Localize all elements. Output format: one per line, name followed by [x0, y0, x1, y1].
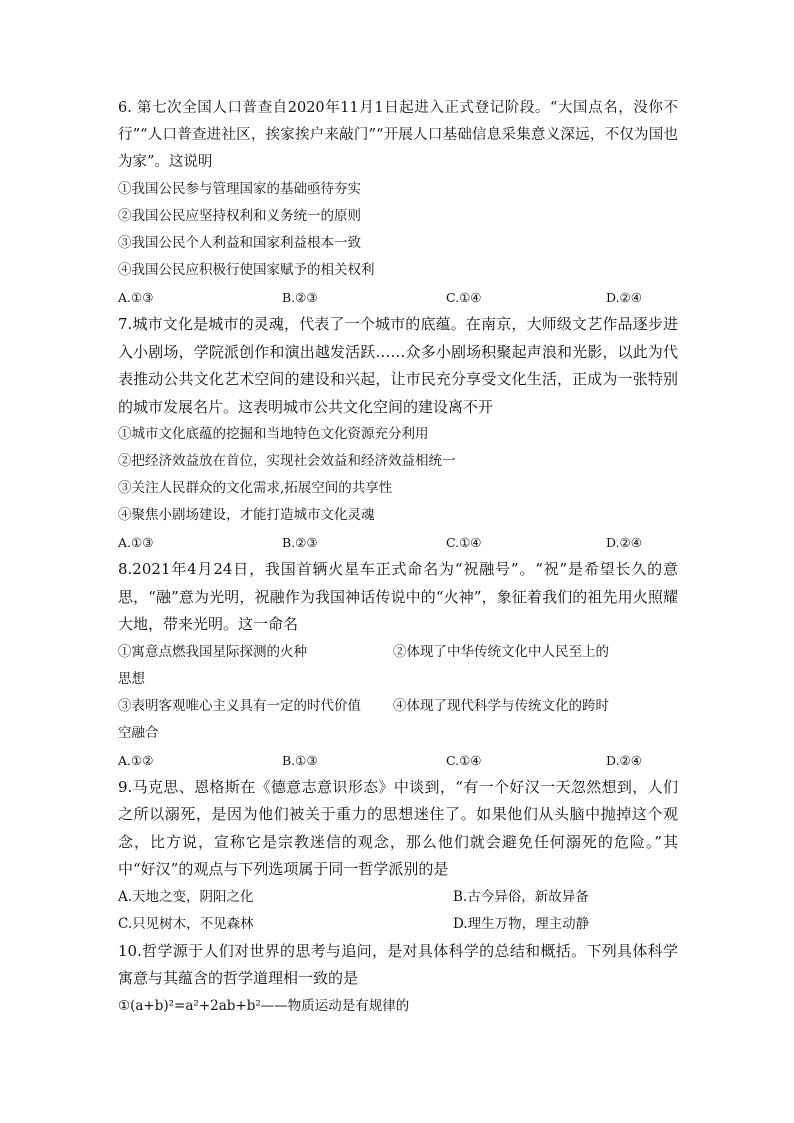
question-10 [118, 938, 678, 1020]
question-7-answer-c: C.①④ [446, 535, 482, 550]
question-10-stem: 10.哲学源于人们对世界的思考与追问，是对具体科学的总结和概括。下列具体科学寓意与其蕴含的哲学道理相一致的是 [118, 941, 678, 987]
question-9 [118, 774, 678, 938]
question-8-options-row-1 [118, 639, 678, 666]
question-8-option-1: ①寓意点燃我国星际探测的火种 [118, 643, 307, 660]
question-6-answer-c: C.①④ [446, 290, 482, 305]
question-6-option-2: ②我国公民应坚持权利和义务统一的原则 [118, 208, 361, 224]
question-8-answer-c: C.①④ [446, 752, 482, 768]
question-8-answer-d: D.②④ [606, 752, 642, 768]
question-9-options-row-1 [118, 884, 678, 911]
question-6-answer-b: B.②③ [282, 290, 318, 305]
question-6-answer-d: D.②④ [606, 290, 642, 305]
exam-page [118, 95, 678, 1020]
question-6-answers [118, 284, 678, 311]
question-9-option-b: B.古今异俗，新故异备 [453, 888, 589, 905]
question-8 [118, 556, 678, 774]
question-6-option-4: ④我国公民应积极行使国家赋予的相关权利 [118, 262, 375, 278]
question-8-option-3: ③表明客观唯心主义具有一定的时代价值 [118, 697, 361, 714]
question-7-option-3: ③关注人民群众的文化需求,拓展空间的共享性 [118, 480, 393, 496]
question-8-option-4-cont: 空融合 [118, 724, 159, 741]
question-6-stem: 6. 第七次全国人口普查自2020年11月1日起进入正式登记阶段。“大国点名，没你不行”“人口普查进社区，挨家挨户来敲门”“开展人口基础信息采集意义深远，不仅为国也为家”。这说明 [118, 100, 678, 170]
question-6-option-3: ③我国公民个人利益和国家利益根本一致 [118, 235, 361, 251]
question-7-stem: 7.城市文化是城市的灵魂，代表了一个城市的底蕴。在南京，大师级文艺作品逐步进入小剧场，学院派创作和演出越发活跃……众多小剧场积聚起声浪和光影，以此为代表推动公共文化艺术空间的建设和兴起，让市民充分享受文化生活，正成为一张特别的城市发展名片。这表明城市公共文化空间的建设离不开 [118, 315, 678, 416]
question-7-answers [118, 529, 678, 556]
question-9-option-a: A.天地之变，阴阳之化 [118, 888, 254, 905]
question-9-option-c: C.只见树木，不见森林 [118, 915, 254, 932]
question-9-options-row-2 [118, 911, 678, 938]
question-8-option-2-cont: 思想 [118, 670, 145, 687]
question-7-answer-d: D.②④ [606, 535, 642, 550]
question-7-answer-b: B.②③ [282, 535, 318, 550]
question-8-answer-b: B.①③ [282, 752, 318, 768]
question-7-answer-a: A.①③ [118, 535, 154, 550]
question-8-option-2: ②体现了中华传统文化中人民至上的 [393, 643, 609, 660]
question-6-answer-a: A.①③ [118, 290, 154, 305]
question-7-option-4: ④聚焦小剧场建设，才能打造城市文化灵魂 [118, 507, 375, 523]
question-7 [118, 311, 678, 556]
question-8-stem: 8.2021年4月24日，我国首辆火星车正式命名为“祝融号”。“祝”是希望长久的意思，“融”意为光明，祝融作为我国神话传说中的“火神”，象征着我们的祖先用火照耀大地，带来光明。这一命名 [118, 560, 678, 633]
question-10-option-1: ①(a+b)²=a²+2ab+b²——物质运动是有规律的 [118, 997, 410, 1014]
question-8-answer-a: A.①② [118, 752, 154, 768]
question-9-option-d: D.理生万物，理主动静 [453, 915, 590, 932]
question-8-options-row-2 [118, 693, 678, 720]
question-7-option-2: ②把经济效益放在首位，实现社会效益和经济效益相统一 [118, 453, 456, 469]
question-8-option-4: ④体现了现代科学与传统文化的跨时 [393, 697, 609, 714]
question-6-option-1: ①我国公民参与管理国家的基础亟待夯实 [118, 181, 361, 197]
question-8-answers [118, 747, 678, 774]
question-6 [118, 95, 678, 311]
question-9-stem: 9.马克思、恩格斯在《德意志意识形态》中谈到，“有一个好汉一天忽然想到，人们之所以溺死，是因为他们被关于重力的思想迷住了。如果他们从头脑中抛掉这个观念，比方说，宣称它是宗教迷信的观念，那么他们就会避免任何溺死的危险。”其中“好汉”的观点与下列选项属于同一哲学派别的是 [118, 777, 678, 878]
question-7-option-1: ①城市文化底蕴的挖掘和当地特色文化资源充分利用 [118, 426, 429, 442]
